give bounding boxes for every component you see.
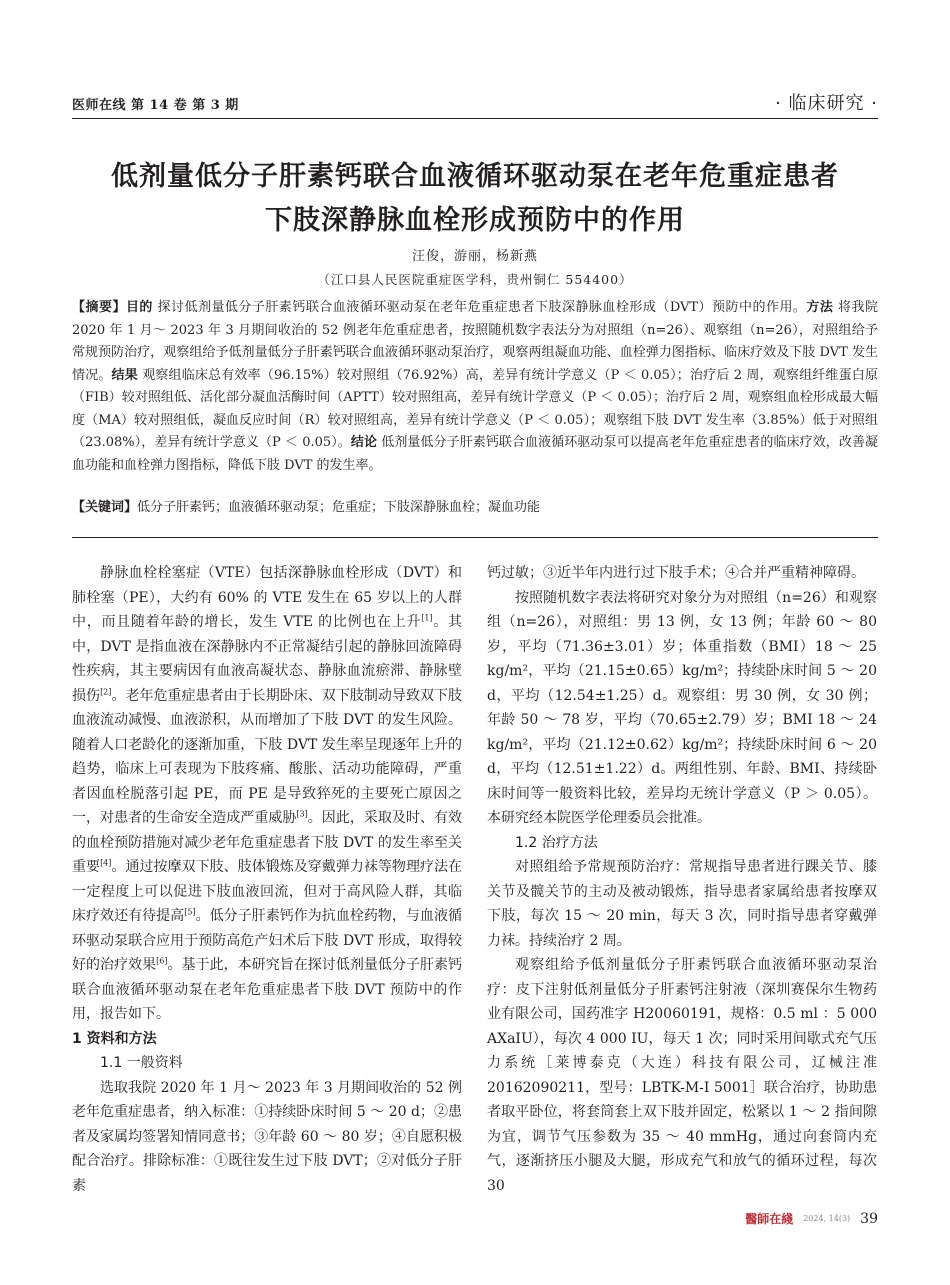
left-column [72, 561, 462, 1198]
page-number: 39 [860, 1210, 878, 1227]
methods-label: 方法 [806, 300, 834, 315]
intro-paragraph [72, 561, 462, 1027]
keywords-label: 【关键词】 [72, 500, 138, 515]
header-rule [72, 118, 878, 119]
objective-label: 目的 [125, 300, 153, 315]
ref-2: [2] [100, 686, 112, 696]
title-line-1: 低剂量低分子肝素钙联合血液循环驱动泵在老年危重症患者 [111, 161, 839, 192]
article-title [60, 155, 890, 243]
keywords-text: 低分子肝素钙；血液循环驱动泵；危重症；下肢深静脉血栓；凝血功能 [137, 500, 541, 515]
intro-text-5: 。通过按摩双下肢、肢体锻炼及穿戴弹力袜等物理疗法在一定程度上可以促进下肢血液回流，但对于高风险人群，其临床疗效还有待提高 [72, 859, 463, 924]
intro-text-2: 。其中，DVT 是指血液在深静脉内不正常凝结引起的静脉回流障碍性疾病，其主要病因有血液高凝状态、静脉血流瘀滞、静脉壁损伤 [72, 614, 462, 704]
abstract [72, 297, 878, 477]
general-data-paragraph: 选取我院 2020 年 1 月～ 2023 年 3 月期间收治的 52 例老年危重症患者，纳入标准：①持续卧床时间 5 ～ 20 d；②患者及家属均签署知情同意书；③年龄 60 ～ 80 岁；④自愿积极配合治疗。排除标准：①既往发生过下肢 DVT；②对低分子肝素 [72, 1079, 462, 1194]
authors: 汪俊，游丽，杨新燕 [411, 249, 538, 264]
ref-5: [5] [184, 907, 196, 917]
objective-text: 探讨低剂量低分子肝素钙联合血液循环驱动泵在老年危重症患者下肢深静脉血栓形成（DVT）预防中的作用。 [157, 300, 807, 315]
keywords [72, 497, 878, 520]
grouping-paragraph: 按照随机数字表法将研究对象分为对照组（n=26）和观察组（n=26），对照组：男 13 例，女 13 例；年龄 60 ～ 80 岁，平均（71.36±3.01）岁；体重指数（BMI）18 ～ 25 kg/m²，平均（21.15±0.65）kg/m²；持续卧床时间 5 ～ 20 d，平均（12.54±1.25）d。观察组：男 30 例，女 30 例；年龄 50 ～ 78 岁，平均（70.65±2.79）岁；BMI 18 ～ 24 kg/m²，平均（21.12±0.62）kg/m²；持续卧床时间 6 ～ 20 d，平均（12.51±1.22）d。两组性别、年龄、BMI、持续卧床时间等一般资料比较，差异均无统计学意义（P ＞ 0.05）。本研究经本院医学伦理委员会批准。 [487, 589, 877, 826]
intro-text-3: 。老年危重症患者由于长期卧床、双下肢制动导致双下肢血液流动减慢、血液淤积，从而增加了下肢 DVT 的发生风险。随着人口老龄化的逐渐加重，下肢 DVT 发生率呈现逐年上升的趋势，临床上可表现为下肢疼痛、酸胀、活动功能障碍，严重者因血栓脱落引起 PE，而 PE 是导致猝死的主要死亡原因之一，对患者的生命安全造成严重威胁 [72, 687, 463, 826]
section-heading-methods: 1 资料和方法 [72, 1030, 157, 1047]
exclusion-continued: 钙过敏；③近半年内进行过下肢手术；④合并严重精神障碍。 [487, 565, 865, 581]
results-text: 观察组临床总有效率（96.15%）较对照组（76.92%）高，差异有统计学意义（P ＜ 0.05）；治疗后 2 周，观察组纤维蛋白原（FIB）较对照组低、活化部分凝血活酶时间（APTT）较对照组高，差异有统计学意义（P ＜ 0.05）；治疗后 2 周，观察组血栓形成最大幅度（MA）较对照组低，凝血反应时间（R）较对照组高，差异有统计学意义（P ＜ 0.05）；观察组下肢 DVT 发生率（3.85%）低于对照组（23.08%），差异有统计学意义（P ＜ 0.05）。 [72, 367, 878, 450]
ref-1: [1] [421, 613, 433, 623]
journal-header: 医师在线 第 14 卷 第 3 期 [72, 98, 239, 113]
conclusion-label: 结论 [350, 435, 378, 450]
ref-3: [3] [296, 809, 308, 819]
ref-4: [4] [100, 858, 112, 868]
title-line-2: 下肢深静脉血栓形成预防中的作用 [265, 205, 685, 236]
observation-treatment-paragraph: 观察组给予低剂量低分子肝素钙联合血液循环驱动泵治疗：皮下注射低剂量低分子肝素钙注射液（深圳赛保尔生物药业有限公司，国药准字 H20060191，规格：0.5 ml ：5 000 AXaIU），每次 4 000 IU，每天 1 次；同时采用间歇式充气压力系统［莱博泰克（大连）科技有限公司，辽械注准 20162090211，型号：LBTK-M-I 5001］联合治疗，协助患者取平卧位，将套筒套上双下肢并固定，松紧以 1 ～ 2 指间隙为宜，调节气压参数为 35 ～ 40 mmHg，通过向套筒内充气，逐渐挤压小腿及大腿，形成充气和放气的循环过程，每次 30 [487, 957, 877, 1194]
subsection-heading-general: 1.1 一般资料 [100, 1055, 183, 1071]
abstract-label: 【摘要】 [72, 300, 126, 315]
ref-6: [6] [156, 956, 168, 966]
control-treatment-paragraph: 对照组给予常规预防治疗：常规指导患者进行踝关节、膝关节及髋关节的主动及被动锻炼，指导患者家属给患者按摩双下肢，每次 15 ～ 20 min，每天 3 次，同时指导患者穿戴弹力袜。持续治疗 2 周。 [487, 859, 877, 949]
journal-logo: 醫師在綫 [745, 1212, 794, 1226]
subsection-heading-treatment: 1.2 治疗方法 [515, 834, 598, 851]
issue-info: 2024, 14(3) [803, 1214, 851, 1223]
page-footer [745, 1210, 878, 1227]
intro-text-1: 静脉血栓栓塞症（VTE）包括深静脉血栓形成（DVT）和肺栓塞（PE），大约有 60% 的 VTE 发生在 65 岁以上的人群中，而且随着年龄的增长，发生 VTE 的比例也在上升 [72, 565, 462, 630]
conclusion-text: 低剂量低分子肝素钙联合血液循环驱动泵可以提高老年危重症患者的临床疗效，改善凝血功能和血栓弹力图指标，降低下肢 DVT 的发生率。 [72, 435, 878, 473]
intro-text-7: 。基于此，本研究旨在探讨低剂量低分子肝素钙联合血液循环驱动泵在老年危重症患者下肢 DVT 预防中的作用，报告如下。 [72, 957, 463, 1022]
intro-text-6: 。低分子肝素钙作为抗血栓药物，与血液循环驱动泵联合应用于预防高危产妇术后下肢 DVT 形成，取得较好的治疗效果 [72, 908, 463, 973]
section-label: · 临床研究 · [775, 93, 878, 114]
section-divider [72, 537, 878, 538]
results-label: 结果 [111, 367, 138, 383]
affiliation: （江口县人民医院重症医学科，贵州铜仁 554400） [317, 272, 633, 287]
methods-text: 将我院 2020 年 1 月～ 2023 年 3 月期间收治的 52 例老年危重症患者，按照随机数字表法分为对照组（n=26）、观察组（n=26），对照组给予常规预防治疗，观察组给予低剂量低分子肝素钙联合血液循环驱动泵治疗，观察两组凝血功能、血栓弹力图指标、临床疗效及下肢 DVT 发生情况。 [72, 300, 878, 383]
intro-text-4: 。因此，采取及时、有效的血栓预防措施对减少老年危重症患者下肢 DVT 的发生率至关重要 [72, 810, 463, 875]
right-column [487, 561, 877, 1198]
